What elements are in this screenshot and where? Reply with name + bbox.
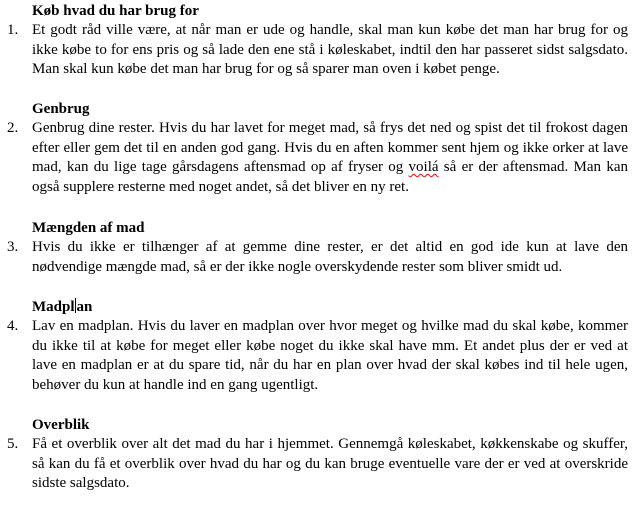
list-number: 4.	[7, 318, 19, 334]
list-number: 3.	[7, 239, 19, 255]
section-heading: Overblik	[32, 417, 90, 433]
list-number: 1.	[7, 22, 19, 38]
body-text: Genbrug dine rester. Hvis du har lavet for meget mad, så frys det ned og spist det til frokost dagen efter eller gem det til en anden god gang. Hvis du en aften kommer sent hjem og ikke orker at lave mad, kan du lige tage gårsdagens aftensmad op af fryser og	[32, 120, 628, 176]
section-body[interactable]: Hvis du ikke er tilhænger af at gemme dine rester, er det altid en god ide kun at lave den nødvendige mængde mad, så er der ikke nogle overskydende rester som bliver smidt ud.	[32, 239, 628, 275]
section-body[interactable]: Få et overblik over alt det mad du har i hjemmet. Gennemgå køleskabet, køkkenskabe og skuffer, så kan du få et overblik over hvad du har og du kan bruge eventuelle vare der er ved at overskride sidste salgsdato.	[32, 436, 628, 492]
list-number: 2.	[7, 120, 19, 136]
heading-text: an	[76, 299, 93, 315]
list-number: 5.	[7, 436, 19, 452]
section-heading	[32, 297, 92, 317]
section-heading: Genbrug	[32, 101, 90, 117]
section-body[interactable]: Et godt råd ville være, at når man er ude og handle, skal man kun købe det man har brug for og ikke købe to for ens pris og så lade den ene stå i køleskabet, indtil den har passeret sidst salgsdato. Man skal kun købe det man har brug for og så sparer man oven i købet penge.	[32, 22, 628, 78]
body-text: så er der aftensmad. Man kan også supplere resterne med noget andet, så det bliver en ny ret.	[32, 159, 628, 195]
section-heading: Mængden af mad	[32, 220, 145, 236]
section-heading: Køb hvad du har brug for	[32, 3, 199, 19]
heading-text: Madpl	[32, 299, 75, 315]
section-body[interactable]	[32, 119, 628, 197]
spellcheck-flagged-word[interactable]: voilá	[408, 159, 439, 176]
section-body[interactable]: Lav en madplan. Hvis du laver en madplan over hvor meget og hvilke mad du skal købe, kommer du ikke til at købe for meget eller købe noget du ikke skal have mm. Et andet plus der er ved at lave en madplan er at du spare tid, når du har en plan over hvad der skal købes ind til hele ugen, behøver du kun at handle ind en gang ugentligt.	[32, 318, 628, 393]
